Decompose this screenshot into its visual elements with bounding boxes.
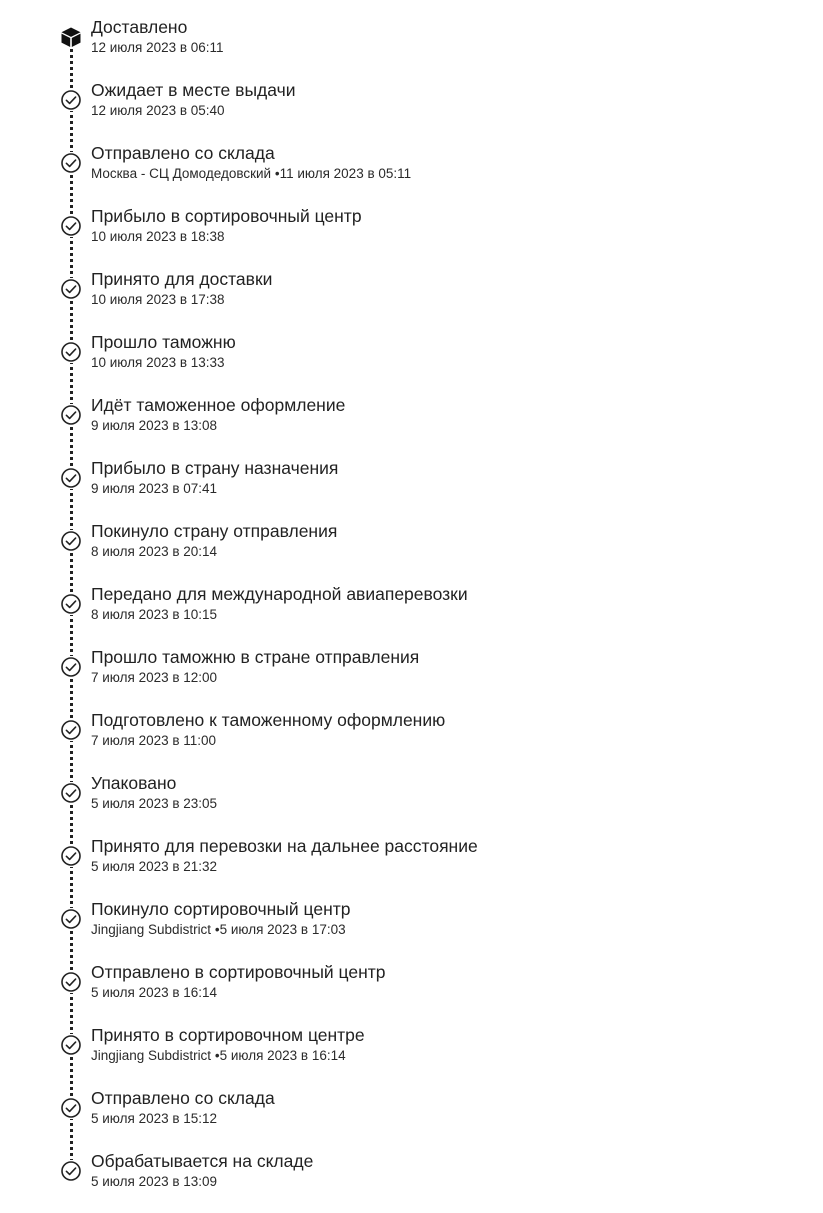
- event-date: 8 июля 2023 в 10:15: [91, 607, 218, 622]
- event-meta: [91, 102, 225, 120]
- timeline-event-6: [0, 331, 823, 394]
- event-meta: [91, 543, 217, 561]
- event-title: Ожидает в месте выдачи: [91, 80, 296, 100]
- check-circle-icon: [60, 593, 82, 615]
- timeline-event-4: [0, 205, 823, 268]
- timeline-event-14: [0, 835, 823, 898]
- event-title: Прибыло в страну назначения: [91, 458, 339, 478]
- event-meta: [91, 795, 217, 813]
- check-circle-icon: [60, 908, 82, 930]
- event-meta: [91, 669, 217, 687]
- event-date: 10 июля 2023 в 18:38: [91, 229, 225, 244]
- event-meta: [91, 480, 217, 498]
- event-title: Передано для международной авиаперевозки: [91, 584, 468, 604]
- timeline-event-2: [0, 79, 823, 142]
- check-circle-icon: [60, 719, 82, 741]
- event-meta: [91, 1173, 217, 1191]
- check-circle-icon: [60, 656, 82, 678]
- timeline-event-5: [0, 268, 823, 331]
- event-title: Прошло таможню: [91, 332, 236, 352]
- check-circle-icon: [60, 971, 82, 993]
- event-date: 5 июля 2023 в 13:09: [91, 1174, 218, 1189]
- event-date: 5 июля 2023 в 16:14: [91, 985, 218, 1000]
- check-circle-icon: [60, 1160, 82, 1182]
- event-date: 8 июля 2023 в 20:14: [91, 544, 218, 559]
- event-title: Упаковано: [91, 773, 177, 793]
- timeline-event-16: [0, 961, 823, 1024]
- event-date: 7 июля 2023 в 11:00: [91, 733, 217, 748]
- event-date: 10 июля 2023 в 17:38: [91, 292, 225, 307]
- event-meta: [91, 417, 217, 435]
- event-title: Обрабатывается на складе: [91, 1151, 314, 1171]
- event-title: Принято в сортировочном центре: [91, 1025, 365, 1045]
- event-title: Отправлено со склада: [91, 143, 275, 163]
- event-date: 12 июля 2023 в 06:11: [91, 40, 224, 55]
- event-meta: [91, 984, 217, 1002]
- event-date: 9 июля 2023 в 13:08: [91, 418, 218, 433]
- event-title: Отправлено в сортировочный центр: [91, 962, 386, 982]
- event-location: Москва - СЦ Домодедовский •: [91, 166, 280, 181]
- event-title: Покинуло сортировочный центр: [91, 899, 351, 919]
- check-circle-icon: [60, 530, 82, 552]
- check-circle-icon: [60, 341, 82, 363]
- timeline-event-15: [0, 898, 823, 961]
- event-meta: [91, 1110, 217, 1128]
- event-meta: [91, 291, 225, 309]
- timeline-event-10: [0, 583, 823, 646]
- event-date: 11 июля 2023 в 05:11: [279, 166, 412, 181]
- event-date: 5 июля 2023 в 21:32: [91, 859, 218, 874]
- event-date: 5 июля 2023 в 23:05: [91, 796, 218, 811]
- event-meta: [91, 228, 225, 246]
- timeline-event-1: [0, 16, 823, 79]
- event-location: Jingjiang Subdistrict •: [91, 1048, 220, 1063]
- timeline-event-18: [0, 1087, 823, 1150]
- event-meta: [91, 39, 224, 57]
- event-title: Покинуло страну отправления: [91, 521, 338, 541]
- event-date: 7 июля 2023 в 12:00: [91, 670, 218, 685]
- event-date: 10 июля 2023 в 13:33: [91, 355, 225, 370]
- event-date: 12 июля 2023 в 05:40: [91, 103, 225, 118]
- package-icon: [60, 26, 82, 48]
- check-circle-icon: [60, 845, 82, 867]
- event-title: Отправлено со склада: [91, 1088, 275, 1108]
- check-circle-icon: [60, 782, 82, 804]
- check-circle-icon: [60, 467, 82, 489]
- event-meta: [91, 1047, 346, 1065]
- event-meta: [91, 165, 411, 183]
- check-circle-icon: [60, 89, 82, 111]
- check-circle-icon: [60, 278, 82, 300]
- timeline-event-17: [0, 1024, 823, 1087]
- timeline-event-19: [0, 1150, 823, 1213]
- event-date: 9 июля 2023 в 07:41: [91, 481, 218, 496]
- event-title: Принято для перевозки на дальнее расстояние: [91, 836, 478, 856]
- event-title: Прошло таможню в стране отправления: [91, 647, 420, 667]
- check-circle-icon: [60, 215, 82, 237]
- event-title: Идёт таможенное оформление: [91, 395, 346, 415]
- event-meta: [91, 858, 217, 876]
- check-circle-icon: [60, 1097, 82, 1119]
- timeline-event-13: [0, 772, 823, 835]
- event-meta: [91, 732, 216, 750]
- check-circle-icon: [60, 1034, 82, 1056]
- timeline-event-8: [0, 457, 823, 520]
- event-title: Принято для доставки: [91, 269, 273, 289]
- timeline-event-3: [0, 142, 823, 205]
- event-date: 5 июля 2023 в 17:03: [219, 922, 346, 937]
- event-location: Jingjiang Subdistrict •: [91, 922, 220, 937]
- timeline-event-11: [0, 646, 823, 709]
- event-meta: [91, 606, 217, 624]
- event-title: Прибыло в сортировочный центр: [91, 206, 362, 226]
- event-meta: [91, 921, 346, 939]
- timeline-event-9: [0, 520, 823, 583]
- event-title: Доставлено: [91, 17, 188, 37]
- check-circle-icon: [60, 152, 82, 174]
- event-date: 5 июля 2023 в 15:12: [91, 1111, 218, 1126]
- timeline-event-7: [0, 394, 823, 457]
- check-circle-icon: [60, 404, 82, 426]
- event-meta: [91, 354, 225, 372]
- event-title: Подготовлено к таможенному оформлению: [91, 710, 446, 730]
- event-date: 5 июля 2023 в 16:14: [219, 1048, 346, 1063]
- timeline-event-12: [0, 709, 823, 772]
